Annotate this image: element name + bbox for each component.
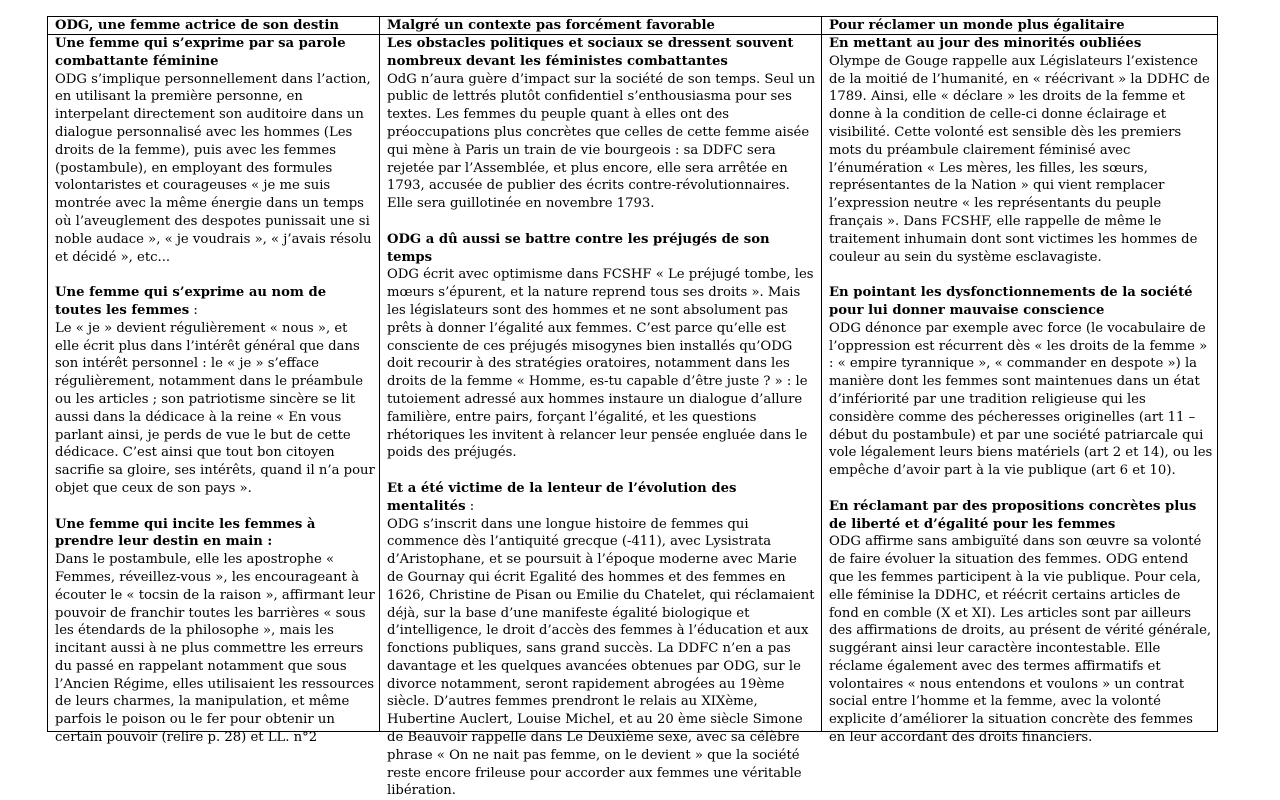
- section-body: Olympe de Gouge rappelle aux Législateurs l’existence de la moitié de l’humanité, en « réécrivant » la DDHC de 1789. Ainsi, elle « déclare » les droits de la femme et donne à la condition de celle-ci donne éclairage et visibilité. Cette volonté est sensible dès les premiers mots du préambule clairement féminisé avec l’énumération « Les mères, les filles, les sœurs, représentantes de la Nation » qui vient remplacer l’expression neutre « les représentants du peuple français ». Dans FCSHF, elle rappelle de même le traitement inhumain dont sont victimes les hommes de couleur au sein du système esclavagiste.: [829, 53, 1210, 265]
- section-heading: En pointant les dysfonctionnements de la société pour lui donner mauvaise conscience: [829, 285, 1193, 318]
- section-heading: Une femme qui s’exprime par sa parole combattante féminine: [55, 36, 346, 69]
- section-heading: En mettant au jour des minorités oubliées: [829, 36, 1142, 51]
- section-body: Le « je » devient régulièrement « nous », et elle écrit plus dans l’intérêt général que dans son intérêt personnel : le « je » s’efface régulièrement, notamment dans le préambule ou les articles ; son patriotisme sincère se lit aussi dans la dédicace à la reine « En vous parlant ainsi, je perds de vue le but de cette dédicace. C’est ainsi que tout bon citoyen sacrifie sa gloire, ses intérêts, quand il n’a pour objet que ceux de son pays ».: [55, 320, 375, 496]
- section: [55, 35, 375, 266]
- section-body: Dans le postambule, elle les apostrophe « Femmes, réveillez-vous », les encourageant à écouter le « tocsin de la raison », affirmant leur pouvoir de franchir toutes les barrières « sous les étendards de la philosophe », mais les incitant aussi à ne plus commettre les erreurs du passé en rappelant notamment que sous l’Ancien Régime, elles utilisaient les ressources de leurs charmes, la manipulation, et même parfois le poison ou le fer pour obtenir un certain pouvoir (relire p. 28) et LL. n°2: [55, 552, 375, 746]
- section: [387, 35, 817, 213]
- section-body: OdG n’aura guère d’impact sur la société de son temps. Seul un public de lettrés plutôt confidentiel s’enthousiasma pour ses textes. Les femmes du peuple quant à elles ont des préoccupations plus concrètes que celles de cette femme aisée qui mène à Paris un train de vie bourgeois : sa DDFC sera rejetée par l’Assemblée, et plus encore, elle sera arrêtée en 1793, accusée de publier des écrits contre-révolutionnaires. Elle sera guillotinée en novembre 1793.: [387, 71, 816, 212]
- section-heading: En réclamant par des propositions concrètes plus de liberté et d’égalité pour les femmes: [829, 498, 1197, 532]
- section-heading: ODG a dû aussi se battre contre les préjugés de son temps: [387, 231, 770, 265]
- section: [829, 498, 1213, 747]
- section-heading: Et a été victime de la lenteur de l’évolution des mentalités: [387, 480, 737, 514]
- table-header-row: [48, 17, 1218, 35]
- argument-table: [47, 16, 1218, 799]
- column-header-1: ODG, une femme actrice de son destin: [48, 17, 380, 35]
- section-body: ODG dénonce par exemple avec force (le vocabulaire de l’oppression est récurrent dès « les droits de la femme » : « empire tyrannique », « commander en despote ») la manière dont les femmes sont maintenues dans un état d’infériorité par une tradition religieuse qui les considère comme des pécheresses originelles (art 11 – début du postambule) et par une société patriarcale qui vole légalement leurs biens matériels (art 2 et 14), ou les empêche d’avoir part à la vie publique (art 6 et 10).: [829, 320, 1213, 479]
- section-heading-suffix: :: [189, 302, 198, 318]
- section-heading-suffix: :: [465, 498, 475, 514]
- column-2-cell: [380, 35, 822, 799]
- section: [387, 480, 817, 800]
- section-body: ODG affirme sans ambiguïté dans son œuvre sa volonté de faire évoluer la situation des femmes. ODG entend que les femmes participent à la vie publique. Pour cela, elle féminise la DDHC, et réécrit certains articles de fond en comble (X et XI). Les articles sont par ailleurs des affirmations de droits, au présent de vérité générale, suggérant ainsi leur caractère incontestable. Elle réclame également avec des termes affirmatifs et volontaires « nous entendons et voulons » un contrat social entre l’homme et la femme, avec la volonté explicite d’améliorer la situation concrète des femmes en leur accordant des droits financiers.: [829, 534, 1212, 746]
- section-heading: Une femme qui s’exprime au nom de toutes les femmes: [55, 285, 327, 318]
- document-page: [47, 16, 1217, 799]
- section-body: ODG écrit avec optimisme dans FCSHF « Le préjugé tombe, les mœurs s’épurent, et la nature reprend tous ses droits ». Mais les législateurs sont des hommes et ne sont absolument pas prêts à donner l’égalité aux femmes. C’est parce qu’elle est consciente de ces préjugés misogynes bien installés qu’ODG doit recourir à des stratégies oratoires, notamment dans les droits de la femme « Homme, es-tu capable d’être juste ? » : le tutoiement adressé aux hommes instaure un dialogue d’allure familière, entre pairs, forçant l’égalité, et les questions rhétoriques les invitent à relancer leur pensée engluée dans le poids des préjugés.: [387, 267, 814, 461]
- section: [55, 516, 375, 747]
- section-heading: Une femme qui incite les femmes à prendre leur destin en main :: [55, 516, 316, 550]
- section-body: ODG s’inscrit dans une longue histoire de femmes qui commence dès l’antiquité grecque (-411), avec Lysistrata d’Aristophane, et se poursuit à l’époque moderne avec Marie de Gournay qui écrit Egalité des hommes et des femmes en 1626, Christine de Pisan ou Emilie du Chatelet, qui réclamaient déjà, sur la base d’une manifeste égalité biologique et d’intelligence, le droit d’accès des femmes à l’éducation et aux fonctions publiques, sans grand succès. La DDFC n’en a pas davantage et les quelques avancées obtenues par ODG, sur le divorce notamment, seront rapidement abrogées au 19ème siècle. D’autres femmes prendront le relais au XIXème, Hubertine Auclert, Louise Michel, et au 20 ème siècle Simone de Beauvoir rappelle dans Le Deuxième sexe, avec sa célèbre phrase « On ne nait pas femme, on le devient » que la société reste encore frileuse pour accorder aux femmes une véritable libération.: [387, 516, 815, 799]
- column-header-2: Malgré un contexte pas forcément favorable: [380, 17, 822, 35]
- column-3-cell: [822, 35, 1218, 746]
- table-body-row: [48, 35, 1218, 732]
- section-body: ODG s’implique personnellement dans l’action, en utilisant la première personne, en interpelant directement son auditoire dans un dialogue personnalisé avec les hommes (Les droits de la femme), puis avec les femmes (postambule), en employant des formules volontaristes et courageuses « je me suis montrée avec la même énergie dans un temps où l’aveuglement des despotes punissait une si noble audace », « je voudrais », « j’avais résolu et décidé », etc...: [55, 71, 372, 265]
- section: [55, 284, 375, 498]
- column-1-cell: [48, 35, 380, 746]
- column-header-3: Pour réclamer un monde plus égalitaire: [822, 17, 1218, 35]
- section: [829, 284, 1213, 480]
- section: [387, 231, 817, 462]
- section-heading: Les obstacles politiques et sociaux se dressent souvent nombreux devant les féministes combattantes: [387, 36, 794, 69]
- section: [829, 35, 1213, 266]
